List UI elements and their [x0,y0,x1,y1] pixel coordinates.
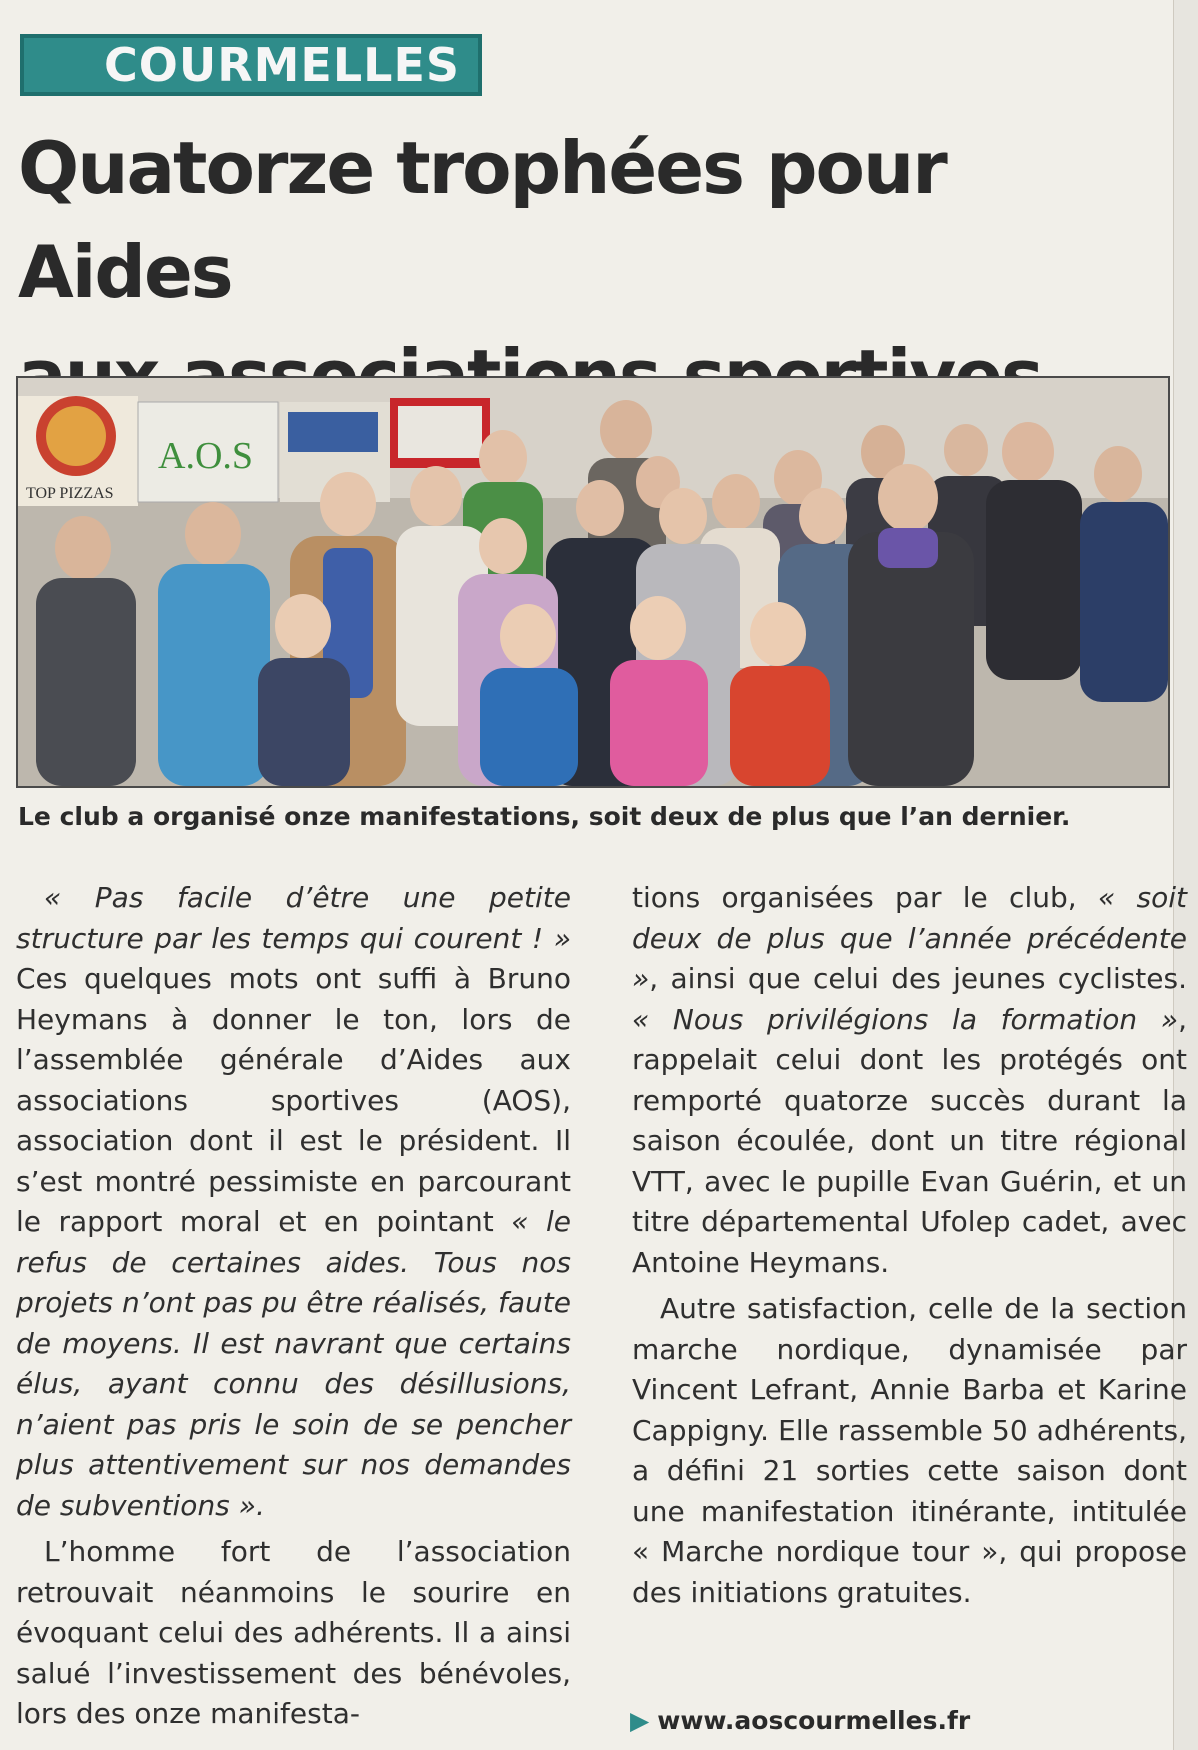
pizza-banner [18,396,138,506]
section-label: COURMELLES [104,38,461,92]
body-text: L’homme fort de l’association retrouvait néanmoins le sourire en évoquant celui des adhérents. Il a ainsi salué l’investissement des bénévoles, lors des onze manifesta- [16,1535,571,1730]
website-link[interactable] [630,1706,970,1735]
paragraph [632,878,1187,1283]
photo-caption: Le club a organisé onze manifestations, soit deux de plus que l’an dernier. [18,802,1071,831]
quote: « Nous privilégions la formation » [632,1002,1179,1036]
paragraph [16,878,571,1526]
club-sign-text: A.O.S [158,435,254,477]
body-text: tions organisées par le club, [632,881,1098,914]
section-tag [20,34,482,96]
arrow-icon: ▶ [630,1706,650,1735]
quote: « Pas facile d’être une petite structure par les temps qui courent ! » [16,881,571,955]
group-photo-illustration [18,378,1168,786]
pizza-sign-text: TOP PIZZAS [26,485,114,502]
body-text: , ainsi que celui des jeunes cyclistes. [649,962,1187,995]
group-photo [16,376,1170,788]
paragraph [16,1532,571,1735]
quote: « soit deux de plus que l’année précédente » [632,881,1187,995]
quote: « le refus de certaines aides. Tous nos projets n’ont pas pu être réalisés, faute de moyens. Il est navrant que certains élus, ayant connu des désillusions, n’aient pas pris le soin de se pencher plus attentivement sur nos demandes de subventions ». [16,1205,571,1522]
headline-line-1: Quatorze trophées pour Aides [18,126,946,314]
article-column-left [16,878,571,1735]
body-text: Ces quelques mots ont suffi à Bruno Heymans à donner le ton, lors de l’assemblée générale d’Aides aux associations sportives (AOS), association dont il est le président. Il s’est montré pessimiste en parcourant le rapport moral et en pointant [16,962,571,1238]
body-text: Autre satisfaction, celle de la section marche nordique, dynamisée par Vincent Lefrant, Annie Barba et Karine Cappigny. Elle rassemble 50 adhérents, a défini 21 sorties cette saison dont une manifestation itinérante, intitulée « Marche nordique tour », qui propose des initiations gratuites. [632,1292,1187,1609]
body-text: , rappelait celui dont les protégés ont remporté quatorze succès durant la saison écoulée, dont un titre régional VTT, avec le pupille Evan Guérin, et un titre départemental Ufolep cadet, avec Antoine Heymans. [632,1002,1187,1279]
club-banner [138,402,278,502]
article-column-right [632,878,1187,1613]
website-url[interactable]: www.aoscourmelles.fr [657,1706,971,1735]
paragraph [632,1289,1187,1613]
